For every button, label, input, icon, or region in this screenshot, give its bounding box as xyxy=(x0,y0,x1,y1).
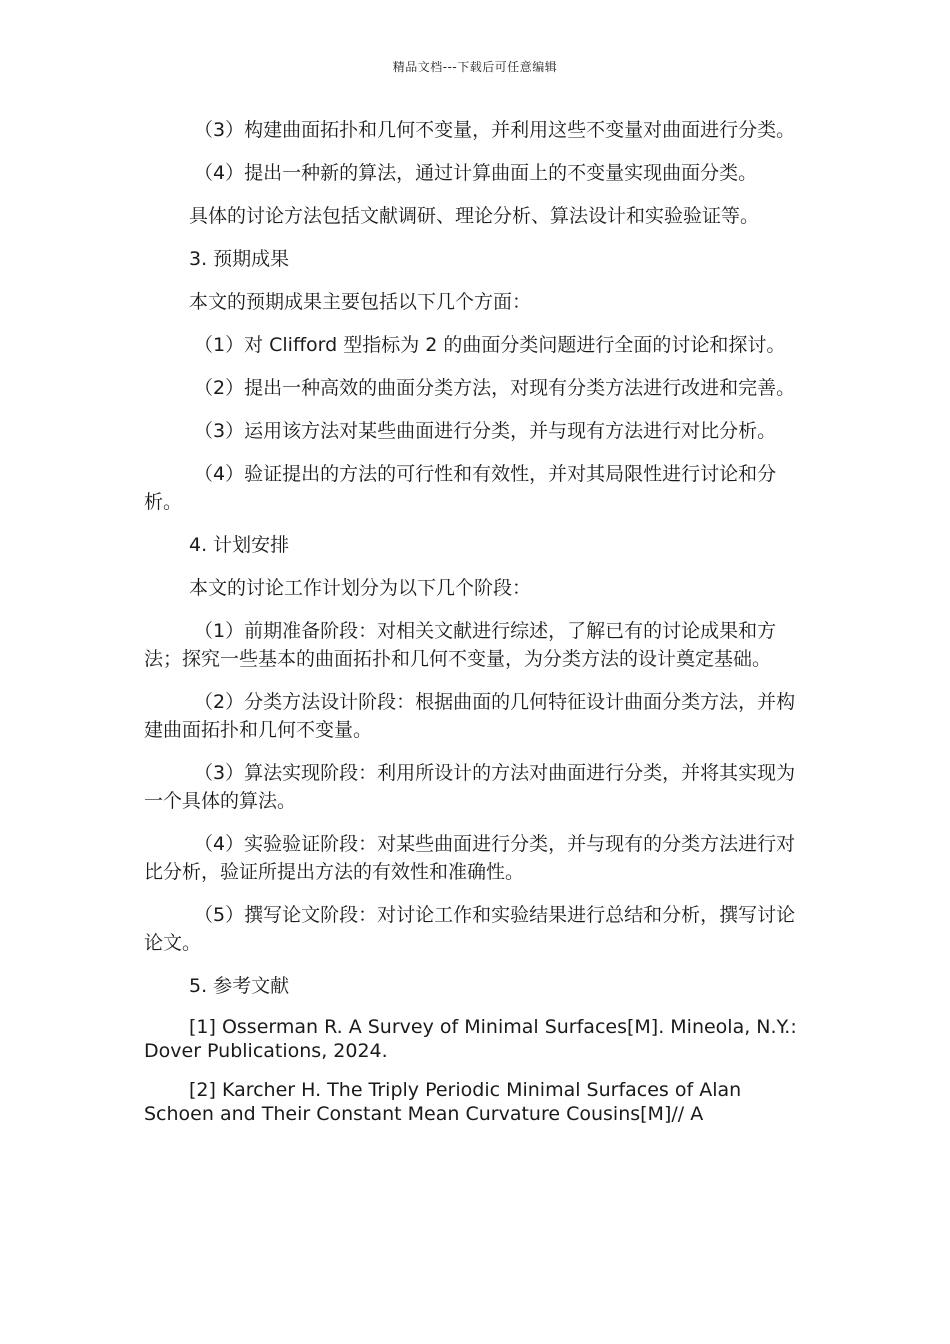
section-heading: 3. 预期成果 xyxy=(189,248,290,270)
list-item: （2）提出一种高效的曲面分类方法，对现有分类方法进行改进和完善。 xyxy=(194,377,796,399)
list-item: （4）验证提出的方法的可行性和有效性，并对其局限性进行讨论和分析。 xyxy=(144,463,777,513)
list-item: （3）算法实现阶段：利用所设计的方法对曲面进行分类，并将其实现为一个具体的算法。 xyxy=(144,762,796,812)
section-heading: 5. 参考文献 xyxy=(189,975,290,997)
list-item: （4）提出一种新的算法，通过计算曲面上的不变量实现曲面分类。 xyxy=(194,162,758,184)
body-paragraph: 本文的预期成果主要包括以下几个方面： xyxy=(189,291,532,313)
reference-entry: [2] Karcher H. The Triply Periodic Minimal Surfaces of Alan Schoen and Their Constant Mean Curvature Cousins[M]// A xyxy=(144,1079,742,1125)
page-header: 精品文档---下载后可任意编辑 xyxy=(392,60,558,74)
list-item: （1）对 Clifford 型指标为 2 的曲面分类问题进行全面的讨论和探讨。 xyxy=(194,334,786,356)
section-heading: 4. 计划安排 xyxy=(189,534,290,556)
body-paragraph: 具体的讨论方法包括文献调研、理论分析、算法设计和实验验证等。 xyxy=(189,205,760,227)
list-item: （5）撰写论文阶段：对讨论工作和实验结果进行总结和分析，撰写讨论论文。 xyxy=(144,904,796,954)
list-item: （3）构建曲面拓扑和几何不变量，并利用这些不变量对曲面进行分类。 xyxy=(194,119,796,141)
document-body xyxy=(144,116,808,1141)
list-item: （2）分类方法设计阶段：根据曲面的几何特征设计曲面分类方法，并构建曲面拓扑和几何不变量。 xyxy=(144,691,796,741)
list-item: （4）实验验证阶段：对某些曲面进行分类，并与现有的分类方法进行对比分析，验证所提出方法的有效性和准确性。 xyxy=(144,833,796,883)
reference-entry: [1] Osserman R. A Survey of Minimal Surfaces[M]. Mineola, N.Y.: Dover Publications, 2024. xyxy=(144,1016,797,1062)
list-item: （1）前期准备阶段：对相关文献进行综述，了解已有的讨论成果和方法；探究一些基本的曲面拓扑和几何不变量，为分类方法的设计奠定基础。 xyxy=(144,620,777,670)
body-paragraph: 本文的讨论工作计划分为以下几个阶段： xyxy=(189,577,532,599)
list-item: （3）运用该方法对某些曲面进行分类，并与现有方法进行对比分析。 xyxy=(194,420,777,442)
